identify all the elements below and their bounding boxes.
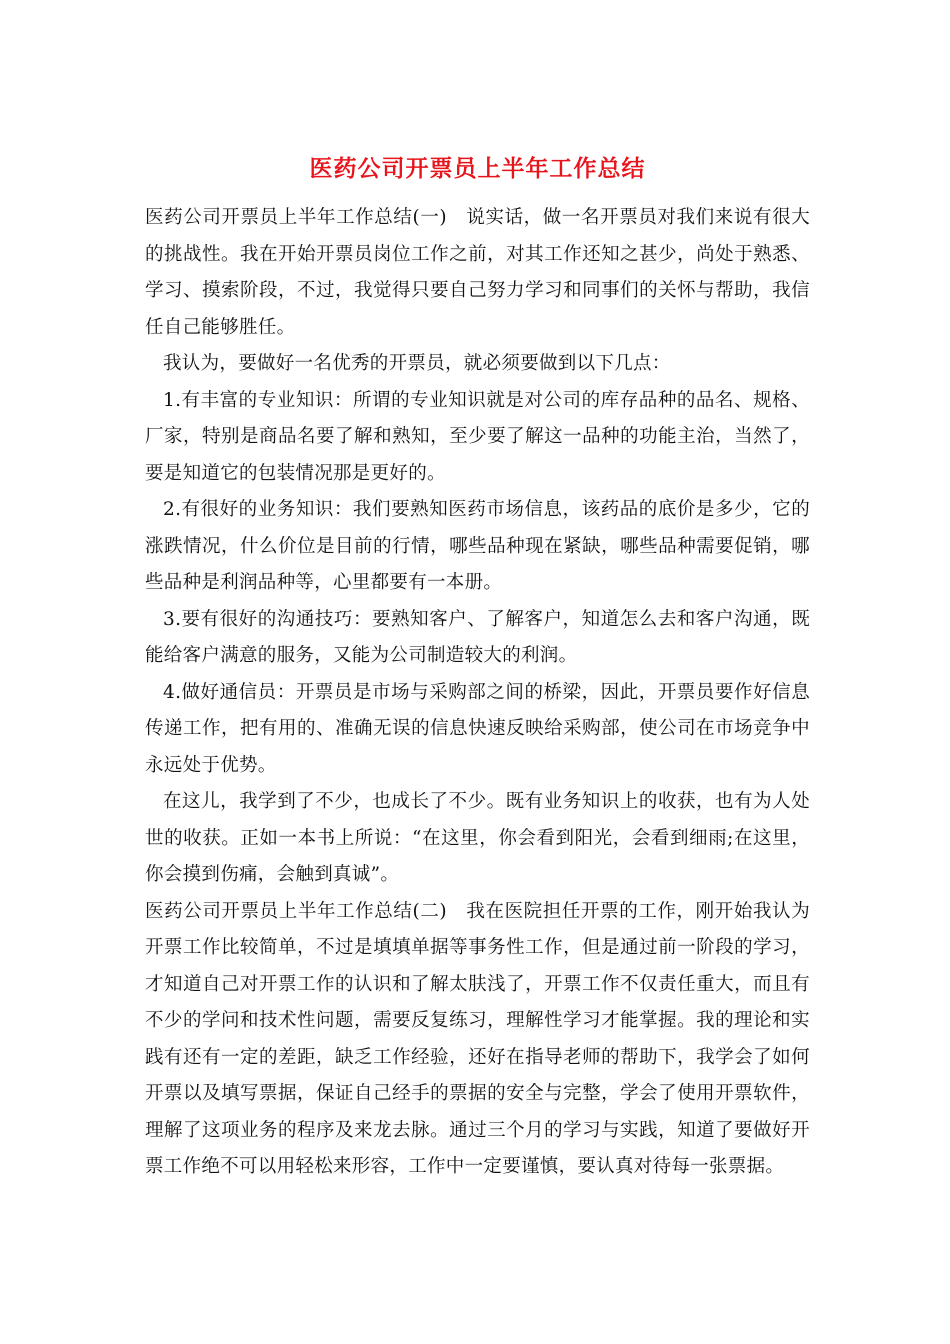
paragraph-point-2: 2.有很好的业务知识：我们要熟知医药市场信息，该药品的底价是多少，它的涨跌情况，什么价位是目前的行情，哪些品种现在紧缺，哪些品种需要促销，哪些品种是利润品种等，心里都要有一本册。 [145,499,810,593]
paragraph-reflection: 在这儿，我学到了不少，也成长了不少。既有业务知识上的收获，也有为人处世的收获。正如一本书上所说：“在这里，你会看到阳光，会看到细雨;在这里，你会摸到伤痛，会触到真诚”。 [145,791,810,885]
paragraph-key-points-lead: 我认为，要做好一名优秀的开票员，就必须要做到以下几点： [163,353,671,374]
paragraph-summary-one-intro: 医药公司开票员上半年工作总结(一) 说实话，做一名开票员对我们来说有很大的挑战性。我在开始开票员岗位工作之前，对其工作还知之甚少，尚处于熟悉、学习、摸索阶段，不过，我觉得只要自己努力学习和同事们的关怀与帮助，我信任自己能够胜任。 [145,207,810,338]
document-body [145,148,810,1186]
paragraph-point-3: 3.要有很好的沟通技巧：要熟知客户、了解客户，知道怎么去和客户沟通，既能给客户满意的服务，又能为公司制造较大的利润。 [145,608,810,666]
paragraph-point-4: 4.做好通信员：开票员是市场与采购部之间的桥梁，因此，开票员要作好信息传递工作，把有用的、准确无误的信息快速反映给采购部，使公司在市场竞争中永远处于优势。 [145,681,810,776]
paragraph-summary-two: 医药公司开票员上半年工作总结(二) 我在医院担任开票的工作，刚开始我认为开票工作比较简单，不过是填填单据等事务性工作，但是通过前一阶段的学习，才知道自己对开票工作的认识和了解太肤浅了，开票工作不仅责任重大，而且有不少的学问和技术性问题，需要反复练习，理解性学习才能掌握。我的理论和实践有还有一定的差距，缺乏工作经验，还好在指导老师的帮助下，我学会了如何开票以及填写票据，保证自己经手的票据的安全与完整，学会了使用开票软件，理解了这项业务的程序及来龙去脉。通过三个月的学习与实践，知道了要做好开票工作绝不可以用轻松来形容，工作中一定要谨慎，要认真对待每一张票据。 [145,900,810,1177]
paragraph-point-1: 1.有丰富的专业知识：所谓的专业知识就是对公司的库存品种的品名、规格、厂家，特别是商品名要了解和熟知，至少要了解这一品种的功能主治，当然了，要是知道它的包装情况那是更好的。 [145,389,810,484]
document-title: 医药公司开票员上半年工作总结 [309,155,646,182]
